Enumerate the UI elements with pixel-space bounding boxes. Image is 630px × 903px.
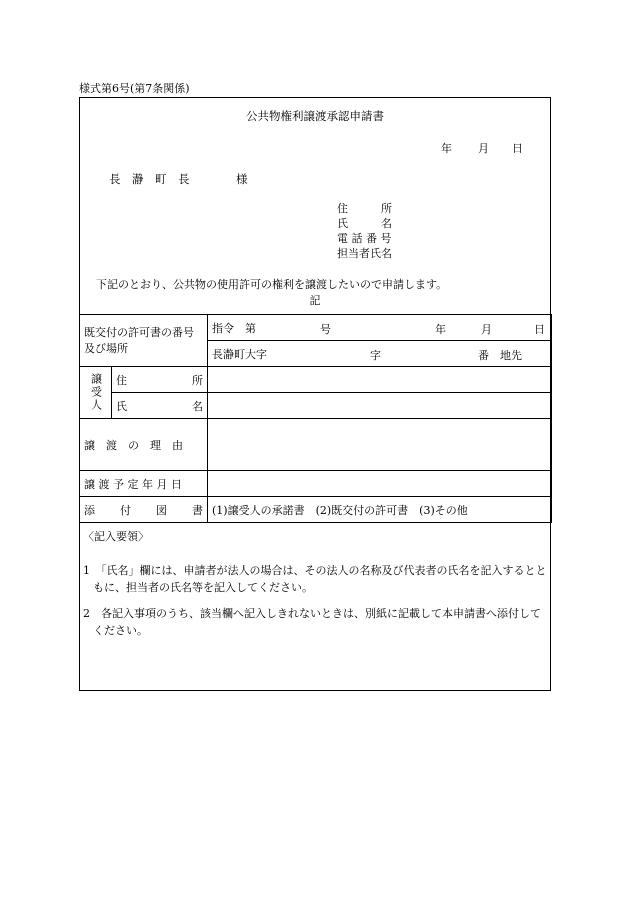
transferee-name-label-cell — [112, 393, 208, 419]
permit-number-cell — [208, 315, 552, 341]
note-item-2: 2 各記入事項のうち、該当欄へ記入しきれないときは、別紙に記載して本申請書へ添付してください。 — [83, 607, 541, 637]
transferee-address-label-2: 所 — [192, 373, 203, 387]
applicant-address-label: 住 所 — [337, 202, 392, 215]
transfer-date-label: 譲 渡 予 定 年 月 日 — [84, 477, 182, 491]
applicant-phone-label: 電 話 番 号 — [337, 232, 392, 245]
date-year: 年 — [441, 142, 452, 155]
transferee-name-label-2: 名 — [192, 399, 203, 413]
attachment-label-3: 図 — [156, 503, 167, 517]
transfer-date-label-cell — [80, 471, 208, 497]
transferee-label: 譲受人 — [89, 373, 103, 412]
attachment-label-cell — [80, 497, 208, 523]
applicant-person-label: 担当者氏名 — [337, 247, 392, 260]
form-number-label: 様式第6号(第7条関係) — [79, 82, 190, 95]
location-banchi: 番 地先 — [478, 349, 522, 362]
attachment-value-cell — [208, 497, 552, 523]
transferee-address-value[interactable] — [208, 367, 552, 393]
addressee-honorific: 様 — [236, 172, 248, 186]
note-item-1: 1 「氏名」欄には、申請者が法人の場合は、その法人の名称及び代表者の氏名を記入するとともに、担当者の氏名等を記入してください。 — [83, 564, 547, 594]
attachment-label-4: 書 — [192, 503, 203, 517]
transferee-address-label-1: 住 — [116, 373, 127, 387]
application-table — [79, 314, 552, 523]
date-day: 日 — [512, 142, 523, 155]
permit-day: 日 — [534, 323, 545, 336]
permit-label-cell — [80, 315, 208, 367]
reason-label-cell — [80, 419, 208, 471]
permit-year: 年 — [435, 323, 446, 336]
applicant-name-label: 氏 名 — [337, 217, 392, 230]
transferee-label-cell — [80, 367, 112, 419]
location-prefix: 長瀞町大字 — [212, 347, 267, 361]
addressee-mayor: 長 瀞 町 長 — [109, 172, 190, 186]
form-title: 公共物権利譲渡承認申請書 — [246, 109, 384, 123]
notes-heading: 〈記入要領〉 — [83, 530, 149, 543]
lead-text: 下記のとおり、公共物の使用許可の権利を譲渡したいので申請します。 — [96, 278, 448, 291]
location-aza: 字 — [370, 349, 381, 362]
permit-label: 既交付の許可書の番号及び場所 — [84, 325, 194, 355]
transferee-name-value[interactable] — [208, 393, 552, 419]
transferee-name-label-1: 氏 — [116, 399, 127, 413]
permit-month: 月 — [481, 323, 492, 336]
permit-location-cell — [208, 341, 552, 367]
reason-value[interactable] — [208, 419, 552, 471]
reason-label: 譲 渡 の 理 由 — [84, 438, 183, 452]
ki-heading: 記 — [309, 294, 321, 307]
permit-no-prefix: 指令 第 — [212, 321, 256, 335]
attachment-label-1: 添 — [84, 503, 95, 517]
date-month: 月 — [478, 142, 489, 155]
permit-no-suffix: 号 — [320, 323, 331, 336]
attachment-value: (1)譲受人の承諾書 (2)既交付の許可書 (3)その他 — [212, 503, 468, 517]
transfer-date-value[interactable] — [208, 471, 552, 497]
notes-section — [83, 528, 547, 639]
attachment-label-2: 付 — [120, 503, 131, 517]
transferee-address-label-cell — [112, 367, 208, 393]
